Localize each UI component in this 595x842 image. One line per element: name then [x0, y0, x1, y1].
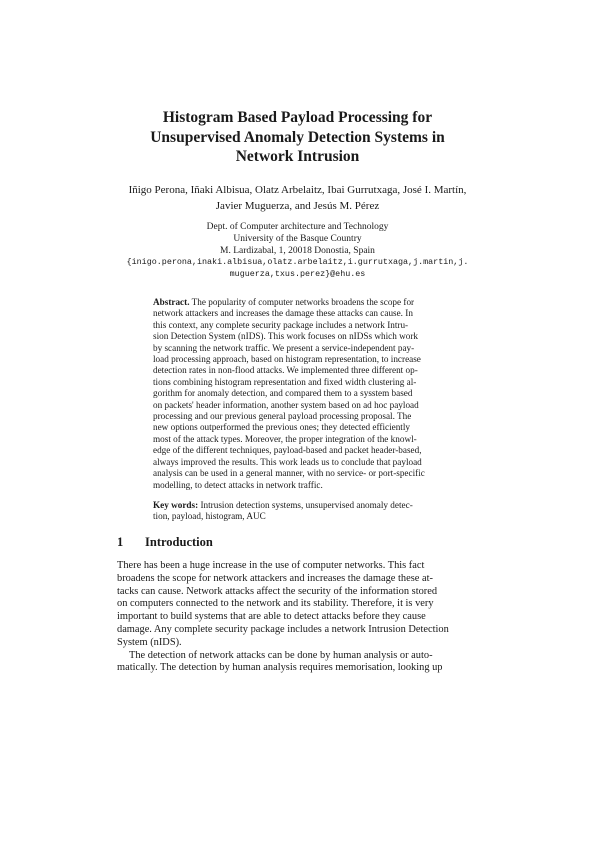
keywords	[153, 500, 443, 523]
body-line: matically. The detection by human analysis requires memorisation, looking up	[117, 662, 443, 674]
email-line: muguerza,txus.perez}@ehu.es	[229, 269, 366, 280]
body-line: important to build systems that are able to detect attacks before they cause	[117, 611, 426, 623]
abstract-line: analysis can be used in a general manner, with no service- or port-specific	[153, 468, 425, 479]
abstract-line: tions combining histogram representation and fixed width clustering al-	[153, 376, 417, 387]
abstract-line: edge of the different techniques, payload-based and packet header-based,	[153, 445, 422, 456]
abstract-line: processing and our previous general payload processing proposal. The	[153, 411, 412, 422]
body-line: damage. Any complete security package includes a network Intrusion Detection	[117, 623, 449, 635]
keywords-first-line	[153, 500, 443, 511]
abstract-line: on packets' header information, another system based on ad hoc payload	[153, 399, 419, 410]
body-line: There has been a huge increase in the use of computer networks. This fact	[117, 560, 425, 571]
abstract-line: gorithm for anomaly detection, and compared them to a sysstem based	[153, 388, 413, 399]
paper-title	[100, 108, 495, 167]
abstract	[153, 297, 443, 491]
keywords-label: Key words:	[153, 500, 199, 510]
abstract-line: new options outperformed the previous ones; they detected efficiently	[153, 422, 411, 433]
abstract-line: most of the attack types. Moreover, the proper integration of the knowl-	[153, 433, 417, 444]
section-heading	[117, 535, 213, 550]
body-line: The detection of network attacks can be done by human analysis or auto-	[129, 649, 433, 661]
author-list	[110, 183, 485, 214]
body-text	[117, 560, 478, 675]
affiliation-line: M. Lardizabal, 1, 20018 Donostia, Spain	[220, 245, 375, 256]
abstract-text: The popularity of computer networks broadens the scope for	[191, 297, 415, 307]
abstract-line: always improved the results. This work leads us to conclude that payload	[153, 456, 422, 467]
affiliation-block	[100, 222, 495, 281]
abstract-line: modelling, to detect attacks in network traffic.	[153, 479, 323, 490]
title-line: Histogram Based Payload Processing for	[162, 109, 433, 126]
email-line: {inigo.perona,inaki.albisua,olatz.arbelaitz,i.gurrutxaga,j.martin,j.	[126, 257, 469, 268]
affiliation-line: Dept. of Computer architecture and Technology	[206, 222, 389, 232]
author-line: Javier Muguerza, and Jesús M. Pérez	[215, 199, 380, 212]
keywords-text: Intrusion detection systems, unsupervised anomaly detec-	[200, 500, 413, 510]
abstract-line: load processing approach, based on histogram representation, to increase	[153, 354, 421, 365]
body-line: broadens the scope for network attackers and increases the damage these at-	[117, 572, 433, 584]
abstract-line: detection rates in non-flood attacks. We implemented three different op-	[153, 365, 418, 376]
section-title: Introduction	[145, 535, 213, 549]
body-line: tacks can cause. Network attacks affect the security of the information stored	[117, 585, 438, 597]
abstract-line: this context, any complete security package includes a network Intru-	[153, 319, 409, 330]
abstract-label: Abstract.	[153, 297, 190, 307]
body-line: System (nIDS).	[117, 636, 182, 648]
affiliation-line: University of the Basque Country	[233, 233, 362, 244]
abstract-line: network attackers and increases the damage these attacks can cause. In	[153, 308, 413, 319]
author-line: Iñigo Perona, Iñaki Albisua, Olatz Arbelaitz, Ibai Gurrutxaga, José I. Martín,	[128, 184, 467, 196]
abstract-line: by scanning the network traffic. We present a service-independent pay-	[153, 342, 415, 353]
abstract-line: sion Detection System (nIDS). This work focuses on nIDSs which work	[153, 331, 418, 342]
section-number: 1	[117, 535, 124, 549]
body-line: on computers connected to the network and its stability. Therefore, it is very	[117, 598, 434, 610]
title-line: Unsupervised Anomaly Detection Systems in	[150, 128, 445, 146]
abstract-first-line	[153, 297, 443, 308]
keywords-line: tion, payload, histogram, AUC	[153, 511, 266, 522]
title-line: Network Intrusion	[235, 148, 360, 165]
